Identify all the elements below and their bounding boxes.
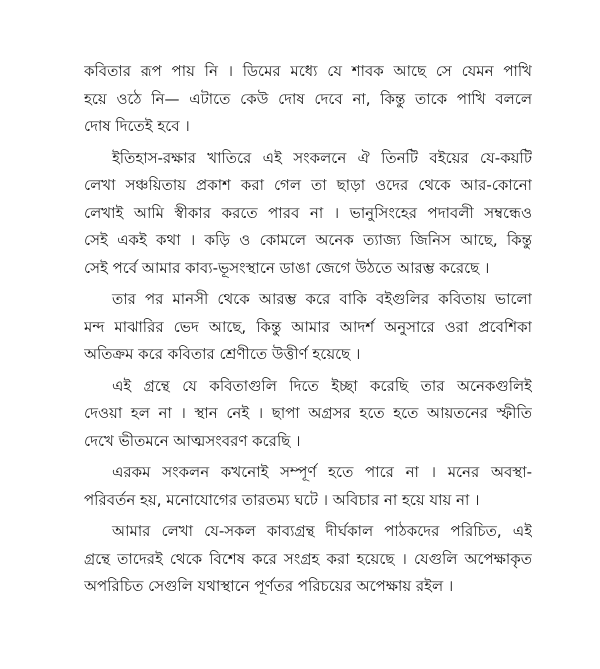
document-page [84,58,532,605]
text-line: আমার লেখা যে-সকল কাব্যগ্রন্থ দীর্ঘকাল পাঠকদের পরিচিত, এই [112,522,532,540]
paragraph-1 [84,58,532,141]
text-line: লেখাই আমি স্বীকার করতে পারব না । ভানুসিংহের পদাবলী সম্বন্ধেও [84,203,532,222]
paragraph-2 [84,145,532,283]
paragraph-3 [84,286,532,369]
text-line: দেখে ভীতমনে আত্মসংবরণ করেছি । [84,431,301,450]
text-line: তার পর মানসী থেকে আরম্ভ করে বাকি বইগুলির কবিতায় ভালো [112,290,532,308]
text-line: হয়ে ওঠে নি— এটাতে কেউ দোষ দেবে না, কিন্তু তাকে পাখি বললে [84,89,532,108]
text-line: সেই পর্বে আমার কাব্য-ভূসংস্থানে ডাঙা জেগে উঠতে আরম্ভ করেছে । [84,258,490,277]
text-line: এরকম সংকলন কখনোই সম্পূর্ণ হতে পারে না । মনের অবস্থা- [112,463,532,481]
paragraph-6 [84,518,532,601]
paragraph-5 [84,459,532,514]
text-line: গ্রন্থে তাদেরই থেকে বিশেষ করে সংগ্রহ করা হয়েছে । যেগুলি অপেক্ষাকৃত [84,549,532,568]
text-line: এই গ্রন্থে যে কবিতাগুলি দিতে ইচ্ছা করেছি তার অনেকগুলিই [112,376,532,395]
text-line: ইতিহাস-রক্ষার খাতিরে এই সংকলনে ঐ তিনটি বইয়ের যে-কয়টি [112,148,532,167]
paragraph-4 [84,373,532,456]
text-line: পরিবর্তন হয়, মনোযোগের তারতম্য ঘটে । অবিচার না হয়ে যায় না । [84,490,480,509]
text-line: সেই একই কথা । কড়ি ও কোমলে অনেক ত্যাজ্য জিনিস আছে, কিন্তু [84,231,532,249]
text-line: অপরিচিত সেগুলি যথাস্থানে পূর্ণতর পরিচয়ের অপেক্ষায় রইল । [84,577,454,595]
text-line: অতিক্রম করে কবিতার শ্রেণীতে উত্তীর্ণ হয়েছে । [84,345,361,363]
text-line: মন্দ মাঝারির ভেদ আছে, কিন্তু আমার আদর্শ অনুসারে ওরা প্রবেশিকা [84,317,532,336]
text-line: কবিতার রূপ পায় নি । ডিমের মধ্যে যে শাবক আছে সে যেমন পাখি [84,62,532,80]
text-line: লেখা সঞ্চয়িতায় প্রকাশ করা গেল তা ছাড়া ওদের থেকে আর-কোনো [84,176,532,194]
text-line: দোষ দিতেই হবে । [84,117,190,135]
text-line: দেওয়া হল না । স্থান নেই । ছাপা অগ্রসর হতে হতে আয়তনের স্ফীতি [84,404,532,422]
